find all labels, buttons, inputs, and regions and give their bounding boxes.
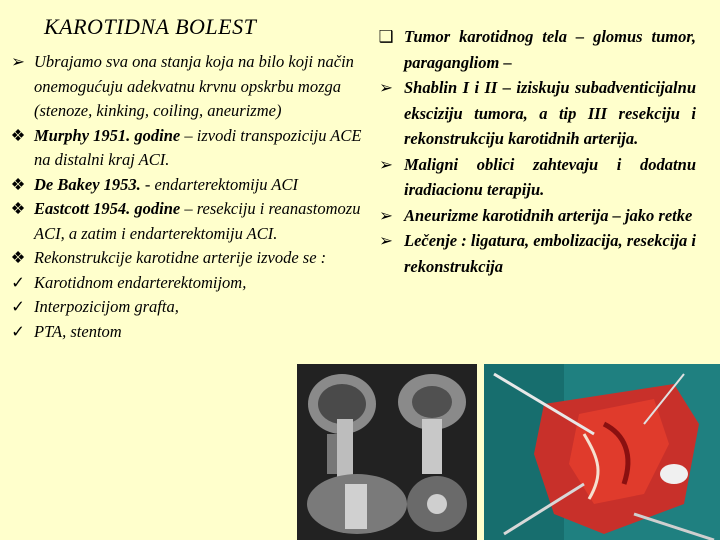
bullet-icon: ❖ xyxy=(10,174,26,194)
item-text: Maligni oblici zahtevaju i dodatnu iradiacionu terapiju. xyxy=(404,154,696,199)
left-list-item xyxy=(6,197,372,246)
left-list-item xyxy=(6,271,372,296)
bullet-icon: ❖ xyxy=(10,125,26,145)
bullet-icon: ➢ xyxy=(379,205,393,225)
bullet-icon: ❖ xyxy=(10,248,26,267)
bullet-icon: ❖ xyxy=(10,199,26,218)
bullet-icon: ✓ xyxy=(11,321,25,341)
item-text: Shablin I i II – iziskuju subadventicijalnu eksciziju tumora, a tip III resekciju i rekonstrukciju karotidnih arterija. xyxy=(404,78,696,148)
left-list-item xyxy=(6,50,372,124)
item-text: - endarterektomiju ACI xyxy=(140,174,298,194)
item-text: Eastcott 1954. godine xyxy=(34,199,181,218)
item-text: Ubrajamo sva ona stanja koja na bilo koji način onemogućuju adekvatnu krvnu opskrbu mozga (stenoze, kinking, coiling, aneurizme) xyxy=(34,52,354,120)
item-text: – resekciju i reanastomozu ACI, a zatim i endarterektomiju ACI. xyxy=(34,199,361,243)
surgery-graphic xyxy=(484,364,720,540)
left-list-item xyxy=(6,295,372,320)
left-list-item xyxy=(6,246,372,271)
bullet-icon: ❑ xyxy=(378,27,394,46)
ct-scan-graphic xyxy=(297,364,477,540)
surgery-photo xyxy=(484,364,720,540)
item-text: Karotidnom endarterektomijom, xyxy=(34,272,247,292)
item-text: Rekonstrukcije karotidne arterije izvode se : xyxy=(34,248,327,267)
item-text: De Bakey 1953. xyxy=(34,174,141,194)
left-list-item xyxy=(6,124,372,173)
left-list-item xyxy=(6,320,372,345)
bullet-icon: ✓ xyxy=(11,297,25,316)
slide-title: KAROTIDNA BOLEST xyxy=(44,14,257,39)
left-column xyxy=(6,50,372,344)
item-text: Tumor karotidnog tela – glomus tumor, paragangliom – xyxy=(404,27,696,72)
item-text: – izvodi transpoziciju ACE na distalni kraj ACI. xyxy=(34,125,362,169)
bullet-icon: ➢ xyxy=(379,78,393,97)
right-list-item xyxy=(376,75,696,152)
item-text: Interpozicijom grafta, xyxy=(34,297,179,316)
bullet-icon: ✓ xyxy=(11,272,25,292)
item-text: Murphy 1951. godine xyxy=(34,125,181,145)
bullet-icon: ➢ xyxy=(379,154,393,174)
left-list-item xyxy=(6,173,372,198)
ct-scan-image xyxy=(297,364,477,540)
right-list-item xyxy=(376,24,696,75)
item-text: Aneurizme karotidnih arterija – jako retke xyxy=(404,205,693,225)
right-list-item xyxy=(376,228,696,279)
right-column xyxy=(376,24,696,279)
bullet-icon: ➢ xyxy=(379,231,393,250)
item-text: PTA, stentom xyxy=(34,321,122,341)
bullet-icon: ➢ xyxy=(11,52,25,71)
right-list-item xyxy=(376,152,696,203)
right-list-item xyxy=(376,203,696,229)
item-text: Lečenje : ligatura, embolizacija, resekcija i rekonstrukcija xyxy=(404,231,696,276)
